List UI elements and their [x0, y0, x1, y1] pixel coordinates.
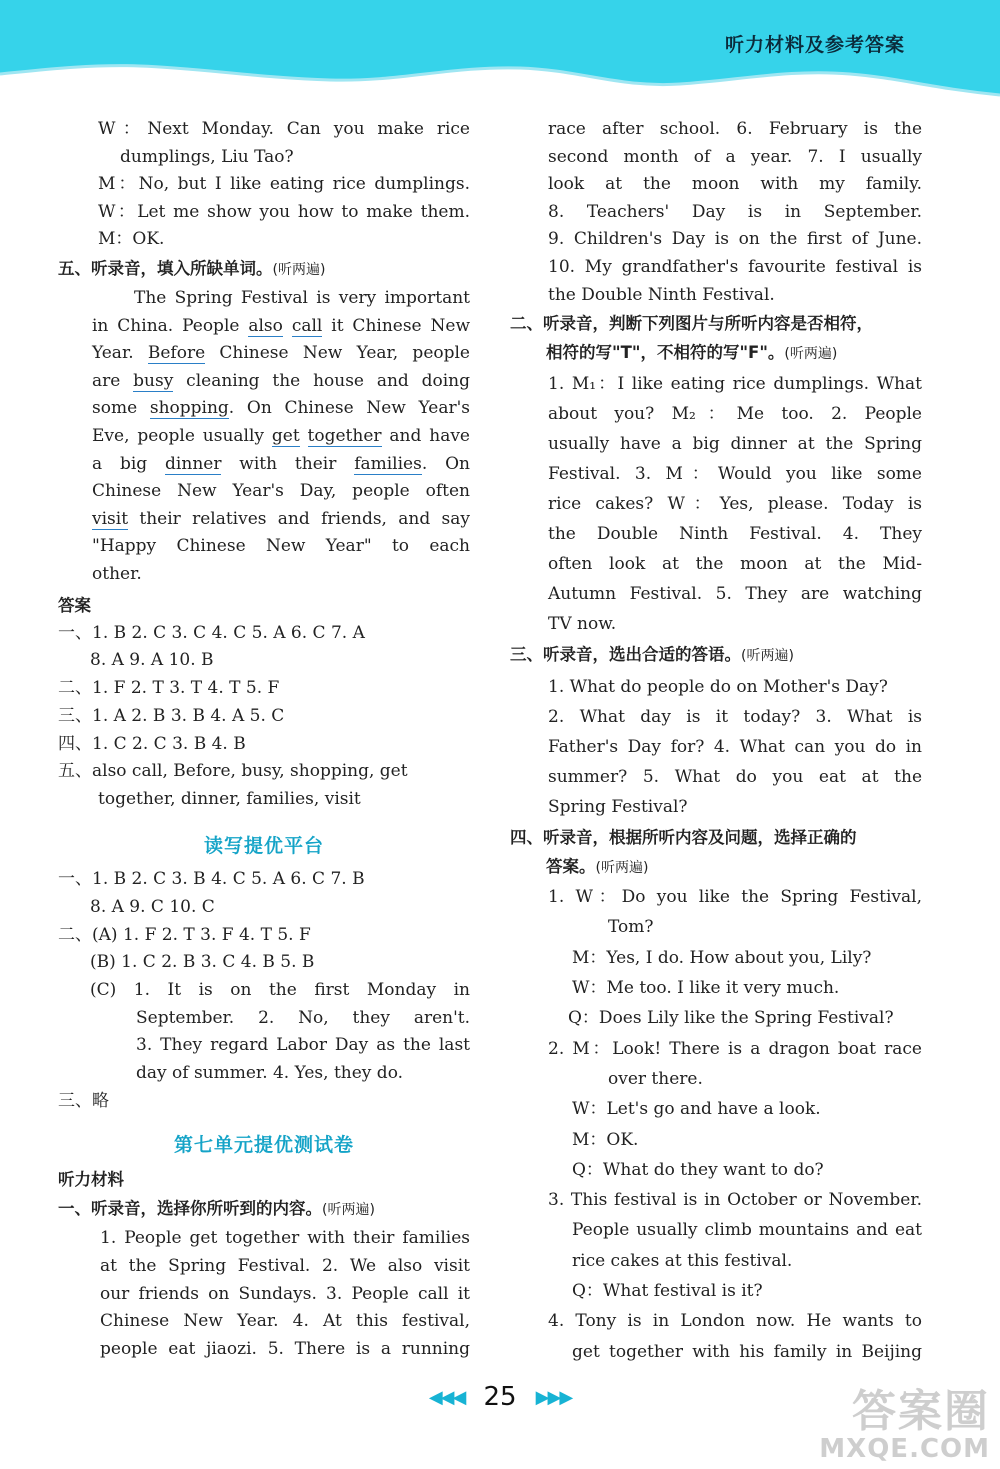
answer-row: 三、1. A 2. B 3. B 4. A 5. C	[58, 705, 285, 726]
dialog-line: W：Next Monday. Can you make rice	[98, 119, 470, 139]
passage-line: Eve, people usually get together and have	[92, 425, 470, 446]
script-line: Chinese New Year. 4. At this festival,	[100, 1311, 470, 1332]
script-line: second month of a year. 7. I usually	[548, 146, 922, 167]
passage-line: are busy cleaning the house and doing	[92, 370, 471, 391]
dialog-line: dumplings, Liu Tao?	[120, 146, 294, 167]
script-line: Tom?	[608, 917, 654, 938]
cloze-passage	[58, 285, 470, 589]
watermark-text: 答案圈	[852, 1386, 990, 1437]
answer-word: shopping	[149, 398, 229, 419]
section-2-heading-line2: 相符的写"T"，不相符的写"F"。(听两遍)	[546, 343, 838, 363]
script-line: about you? M₂：Me too. 2. People	[548, 404, 922, 425]
answers-label: 答案	[58, 595, 91, 615]
passage-line: visit their relatives and friends, and say	[92, 508, 470, 529]
script-line: summer? 5. What do you eat at the	[548, 767, 922, 788]
answer-row: 一、1. B 2. C 3. B 4. C 5. A 6. C 7. B	[58, 869, 365, 890]
section-3-heading: 三、听录音，选出合适的答语。(听两遍)	[510, 645, 794, 665]
page-number: 25	[483, 1382, 517, 1412]
section-4-heading-line2: 答案。(听两遍)	[546, 857, 649, 877]
script-line: look at the moon with my family.	[548, 174, 922, 195]
answer-word: get	[271, 425, 300, 446]
script-line: Q：What festival is it?	[572, 1281, 763, 1302]
passage-line: Year. Before Chinese New Year, people	[92, 343, 470, 364]
dialog-line: W：Let me show you how to make them.	[98, 201, 470, 222]
script-line: our friends on Sundays. 3. People call it	[100, 1283, 470, 1304]
answer-word: also	[248, 315, 283, 336]
watermark-logo	[819, 1386, 990, 1464]
section-title-unit7-test: 第七单元提优测试卷	[173, 1134, 354, 1157]
answer-row: 二、(A) 1. F 2. T 3. F 4. T 5. F	[58, 924, 311, 945]
answer-row: together, dinner, families, visit	[98, 789, 361, 810]
script-line: people eat jiaozi. 5. There is a running	[100, 1338, 470, 1359]
script-line: Father's Day for? 4. What can you do in	[548, 737, 922, 758]
section-5-heading: 五、听录音，填入所缺单词。(听两遍)	[58, 258, 326, 278]
answer-row: day of summer. 4. Yes, they do.	[136, 1063, 404, 1084]
passage-line: a big dinner with their families. On	[92, 453, 470, 474]
script-line: race after school. 6. February is the	[548, 119, 922, 139]
script-line: M：OK.	[572, 1129, 639, 1150]
right-column	[510, 116, 922, 1367]
passage-line: in China. People also call it Chinese New	[92, 315, 471, 336]
answer-word: busy	[133, 370, 174, 391]
answer-word: visit	[92, 508, 129, 529]
script-line: 1. What do people do on Mother's Day?	[548, 677, 888, 698]
passage-line: "Happy Chinese New Year" to each	[92, 536, 470, 557]
section-2-heading-line1: 二、听录音，判断下列图片与所听内容是否相符，	[510, 314, 873, 334]
header-title: 听力材料及参考答案	[724, 34, 905, 56]
script-line: 1. M₁：I like eating rice dumplings. What	[548, 374, 922, 395]
script-line: Q：What do they want to do?	[572, 1159, 824, 1180]
script-line: the Double Ninth Festival. 4. They	[548, 524, 922, 545]
watermark-url: MXQE.COM	[819, 1434, 990, 1464]
script-line: 1. W：Do you like the Spring Festival,	[548, 887, 922, 908]
answer-row: 五、also call, Before, busy, shopping, get	[58, 761, 408, 782]
answer-row: (B) 1. C 2. B 3. C 4. B 5. B	[90, 952, 315, 973]
prev-arrows-icon: ◀◀◀	[428, 1386, 465, 1408]
script-line: Autumn Festival. 5. They are watching	[548, 584, 922, 605]
passage-line: Chinese New Year's Day, people often	[92, 481, 470, 502]
script-line: 2. What day is it today? 3. What is	[548, 707, 922, 728]
script-line: rice cakes at this festival.	[572, 1250, 793, 1271]
passage-line: other.	[92, 563, 142, 584]
script-line: 1. People get together with their families	[100, 1228, 470, 1249]
answer-row: September. 2. No, they aren't.	[136, 1007, 470, 1028]
section-1-heading: 一、听录音，选择你所听到的内容。(听两遍)	[58, 1199, 375, 1219]
answer-row: 四、1. C 2. C 3. B 4. B	[58, 733, 246, 754]
answer-row: 8. A 9. A 10. B	[90, 650, 214, 671]
answer-row: 8. A 9. C 10. C	[90, 896, 215, 917]
section-title-reading-writing: 读写提优平台	[203, 835, 324, 858]
script-line: over there.	[608, 1068, 703, 1089]
answer-row: (C) 1. It is on the first Monday in	[90, 980, 470, 1001]
script-line: 4. Tony is in London now. He wants to	[548, 1311, 922, 1332]
script-line: TV now.	[548, 614, 617, 635]
answer-word: dinner	[165, 453, 222, 474]
answer-row: 三、略	[58, 1090, 109, 1111]
dialog-line: M：No, but I like eating rice dumplings.	[98, 174, 470, 195]
next-arrows-icon: ▶▶▶	[535, 1386, 572, 1408]
answer-word: families	[354, 453, 422, 474]
script-line: often look at the moon at the Mid-	[548, 554, 922, 575]
script-line: 10. My grandfather's favourite festival is	[548, 256, 922, 277]
script-line: 9. Children's Day is on the first of June.	[548, 229, 922, 250]
answer-word: call	[291, 315, 323, 336]
dialog-line: M：OK.	[98, 229, 165, 250]
answer-word: together	[307, 425, 382, 446]
answer-row: 二、1. F 2. T 3. T 4. T 5. F	[58, 678, 280, 699]
answer-row: 一、1. B 2. C 3. C 4. C 5. A 6. C 7. A	[58, 622, 365, 643]
script-line: at the Spring Festival. 2. We also visit	[100, 1256, 470, 1277]
section-4-heading-line1: 四、听录音，根据所听内容及问题，选择正确的	[510, 828, 857, 848]
answer-word: Before	[147, 343, 206, 364]
script-line: People usually climb mountains and eat	[572, 1220, 922, 1241]
script-line: rice cakes? W：Yes, please. Today is	[548, 494, 922, 515]
script-line: 8. Teachers' Day is in September.	[548, 201, 922, 222]
script-line: Festival. 3. M：Would you like some	[548, 464, 922, 485]
header-band	[0, 0, 1000, 110]
script-line: usually have a big dinner at the Spring	[548, 434, 922, 455]
script-line: W：Let's go and have a look.	[572, 1099, 821, 1120]
script-line: get together with his family in Beijing	[572, 1341, 922, 1362]
script-line: 3. This festival is in October or November.	[548, 1190, 922, 1211]
script-line: the Double Ninth Festival.	[548, 284, 775, 305]
script-line: W：Me too. I like it very much.	[572, 978, 840, 999]
passage-line: The Spring Festival is very important	[134, 287, 470, 308]
script-line: M：Yes, I do. How about you, Lily?	[572, 947, 872, 968]
passage-line: some shopping. On Chinese New Year's	[92, 398, 471, 419]
script-line: 2. M：Look! There is a dragon boat race	[548, 1038, 922, 1059]
left-column	[58, 116, 470, 1363]
script-line: Spring Festival?	[548, 797, 688, 818]
listening-label: 听力材料	[58, 1170, 124, 1190]
answer-row: 3. They regard Labor Day as the last	[136, 1035, 470, 1056]
script-line: Q：Does Lily like the Spring Festival?	[568, 1008, 894, 1029]
